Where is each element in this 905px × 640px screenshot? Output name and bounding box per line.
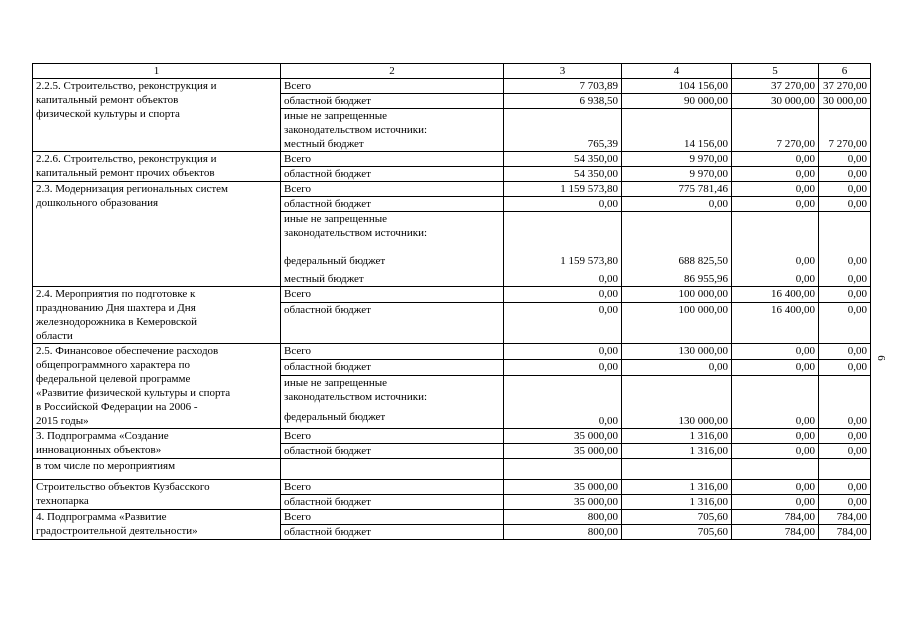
source-label: областной бюджет bbox=[281, 525, 504, 540]
table-row bbox=[33, 429, 871, 444]
column-header: 5 bbox=[732, 64, 819, 79]
value-cell: 14 156,00 bbox=[622, 109, 732, 152]
value-cell: 104 156,00 bbox=[622, 79, 732, 94]
page-number: 6 bbox=[874, 355, 887, 361]
value-cell: 35 000,00 bbox=[504, 480, 622, 495]
value-cell: 0,00 bbox=[504, 376, 622, 429]
value-cell: 0,00 bbox=[819, 444, 871, 459]
table-row bbox=[33, 182, 871, 197]
source-label: областной бюджет bbox=[281, 197, 504, 212]
value-cell: 0,00 bbox=[622, 197, 732, 212]
source-label: Всего bbox=[281, 287, 504, 303]
value-cell: 0,00 bbox=[732, 429, 819, 444]
subsection-label: в том числе по мероприятиям bbox=[33, 459, 281, 480]
measure-name: 3. Подпрограмма «Создание инновационных объектов» bbox=[33, 429, 281, 459]
measure-name: 4. Подпрограмма «Развитие градостроительной деятельности» bbox=[33, 510, 281, 540]
value-cell: 0,00 bbox=[819, 344, 871, 360]
value-cell: 1 159 573,80 bbox=[504, 182, 622, 197]
column-header: 6 bbox=[819, 64, 871, 79]
source-label: Всего bbox=[281, 79, 504, 94]
value-cell: 1 159 573,80 0,00 bbox=[504, 212, 622, 287]
source-label: областной бюджет bbox=[281, 495, 504, 510]
source-label: Всего bbox=[281, 152, 504, 167]
source-label: Всего bbox=[281, 429, 504, 444]
value-cell: 0,00 bbox=[732, 197, 819, 212]
value-cell: 0,00 bbox=[819, 182, 871, 197]
value-cell: 0,00 bbox=[732, 376, 819, 429]
value-cell: 130 000,00 bbox=[622, 376, 732, 429]
source-label: Всего bbox=[281, 182, 504, 197]
measure-name: 2.2.5. Строительство, реконструкция и капитальный ремонт объектов физической культуры и спорта bbox=[33, 79, 281, 152]
measure-name: 2.5. Финансовое обеспечение расходов общепрограммного характера по федеральной целевой программе «Развитие физической культуры и спорта в Российской Федерации на 2006 - 2015 годы» bbox=[33, 344, 281, 429]
value-cell: 0,00 bbox=[732, 167, 819, 182]
measure-name: Строительство объектов Кузбасского технопарка bbox=[33, 480, 281, 510]
value-cell: 54 350,00 bbox=[504, 167, 622, 182]
value-cell: 0,00 bbox=[819, 429, 871, 444]
value-cell: 0,00 bbox=[819, 376, 871, 429]
value-cell: 784,00 bbox=[819, 510, 871, 525]
value-cell: 0,00 bbox=[819, 287, 871, 303]
table-row bbox=[33, 480, 871, 495]
value-cell: 100 000,00 bbox=[622, 303, 732, 344]
value-cell: 7 270,00 bbox=[819, 109, 871, 152]
value-cell: 0,00 bbox=[819, 480, 871, 495]
value-cell: 784,00 bbox=[732, 510, 819, 525]
value-cell: 800,00 bbox=[504, 525, 622, 540]
value-cell: 16 400,00 bbox=[732, 303, 819, 344]
table-row bbox=[33, 79, 871, 94]
value-cell: 1 316,00 bbox=[622, 480, 732, 495]
value-cell: 775 781,46 bbox=[622, 182, 732, 197]
value-cell: 0,00 bbox=[819, 197, 871, 212]
measure-name: 2.3. Модернизация региональных систем дошкольного образования bbox=[33, 182, 281, 287]
table-row bbox=[33, 287, 871, 303]
measure-name: 2.2.6. Строительство, реконструкция и капитальный ремонт прочих объектов bbox=[33, 152, 281, 182]
source-label: областной бюджет bbox=[281, 167, 504, 182]
value-cell: 37 270,00 bbox=[819, 79, 871, 94]
value-cell: 1 316,00 bbox=[622, 429, 732, 444]
column-header: 3 bbox=[504, 64, 622, 79]
source-label: областной бюджет bbox=[281, 94, 504, 109]
value-cell: 0,00 0,00 bbox=[819, 212, 871, 287]
value-cell: 54 350,00 bbox=[504, 152, 622, 167]
value-cell: 30 000,00 bbox=[819, 94, 871, 109]
column-number-row bbox=[33, 64, 871, 79]
value-cell: 0,00 bbox=[504, 360, 622, 376]
value-cell: 0,00 bbox=[732, 152, 819, 167]
value-cell: 100 000,00 bbox=[622, 287, 732, 303]
value-cell: 0,00 bbox=[732, 182, 819, 197]
value-cell: 0,00 bbox=[504, 197, 622, 212]
column-header: 1 bbox=[33, 64, 281, 79]
column-header: 4 bbox=[622, 64, 732, 79]
measure-name: 2.4. Мероприятия по подготовке к празднованию Дня шахтера и Дня железнодорожника в Кемеровской области bbox=[33, 287, 281, 344]
value-cell: 0,00 0,00 bbox=[732, 212, 819, 287]
value-cell: 9 970,00 bbox=[622, 167, 732, 182]
value-cell: 784,00 bbox=[819, 525, 871, 540]
budget-table bbox=[32, 63, 871, 540]
value-cell: 1 316,00 bbox=[622, 444, 732, 459]
source-label: областной бюджет bbox=[281, 303, 504, 344]
value-cell: 0,00 bbox=[819, 152, 871, 167]
value-cell: 30 000,00 bbox=[732, 94, 819, 109]
value-cell: 130 000,00 bbox=[622, 344, 732, 360]
value-cell: 784,00 bbox=[732, 525, 819, 540]
value-cell: 37 270,00 bbox=[732, 79, 819, 94]
value-cell: 0,00 bbox=[819, 303, 871, 344]
value-cell: 7 270,00 bbox=[732, 109, 819, 152]
value-cell: 9 970,00 bbox=[622, 152, 732, 167]
source-label: областной бюджет bbox=[281, 444, 504, 459]
value-cell: 0,00 bbox=[732, 480, 819, 495]
source-label: Всего bbox=[281, 344, 504, 360]
table-row bbox=[33, 510, 871, 525]
value-cell: 0,00 bbox=[732, 360, 819, 376]
value-cell: 0,00 bbox=[819, 360, 871, 376]
source-label: Всего bbox=[281, 480, 504, 495]
value-cell: 0,00 bbox=[622, 360, 732, 376]
value-cell: 0,00 bbox=[732, 344, 819, 360]
source-label: иные не запрещенные законодательством источники: федеральный бюджет местный бюджет bbox=[281, 212, 504, 287]
value-cell: 705,60 bbox=[622, 510, 732, 525]
table-row bbox=[33, 459, 871, 480]
value-cell: 765,39 bbox=[504, 109, 622, 152]
source-label: областной бюджет bbox=[281, 360, 504, 376]
value-cell: 35 000,00 bbox=[504, 429, 622, 444]
column-header: 2 bbox=[281, 64, 504, 79]
value-cell: 35 000,00 bbox=[504, 495, 622, 510]
table-row bbox=[33, 152, 871, 167]
value-cell: 0,00 bbox=[819, 167, 871, 182]
value-cell: 90 000,00 bbox=[622, 94, 732, 109]
source-label: иные не запрещенные законодательством источники: местный бюджет bbox=[281, 109, 504, 152]
value-cell: 35 000,00 bbox=[504, 444, 622, 459]
value-cell: 16 400,00 bbox=[732, 287, 819, 303]
value-cell: 0,00 bbox=[732, 495, 819, 510]
source-label: Всего bbox=[281, 510, 504, 525]
value-cell: 0,00 bbox=[504, 303, 622, 344]
value-cell: 0,00 bbox=[819, 495, 871, 510]
value-cell: 6 938,50 bbox=[504, 94, 622, 109]
value-cell: 0,00 bbox=[504, 287, 622, 303]
value-cell: 1 316,00 bbox=[622, 495, 732, 510]
value-cell: 0,00 bbox=[732, 444, 819, 459]
value-cell: 7 703,89 bbox=[504, 79, 622, 94]
source-label: иные не запрещенные законодательством источники: федеральный бюджет bbox=[281, 376, 504, 429]
value-cell: 800,00 bbox=[504, 510, 622, 525]
table-row bbox=[33, 344, 871, 360]
value-cell: 688 825,50 86 955,96 bbox=[622, 212, 732, 287]
value-cell: 705,60 bbox=[622, 525, 732, 540]
value-cell: 0,00 bbox=[504, 344, 622, 360]
